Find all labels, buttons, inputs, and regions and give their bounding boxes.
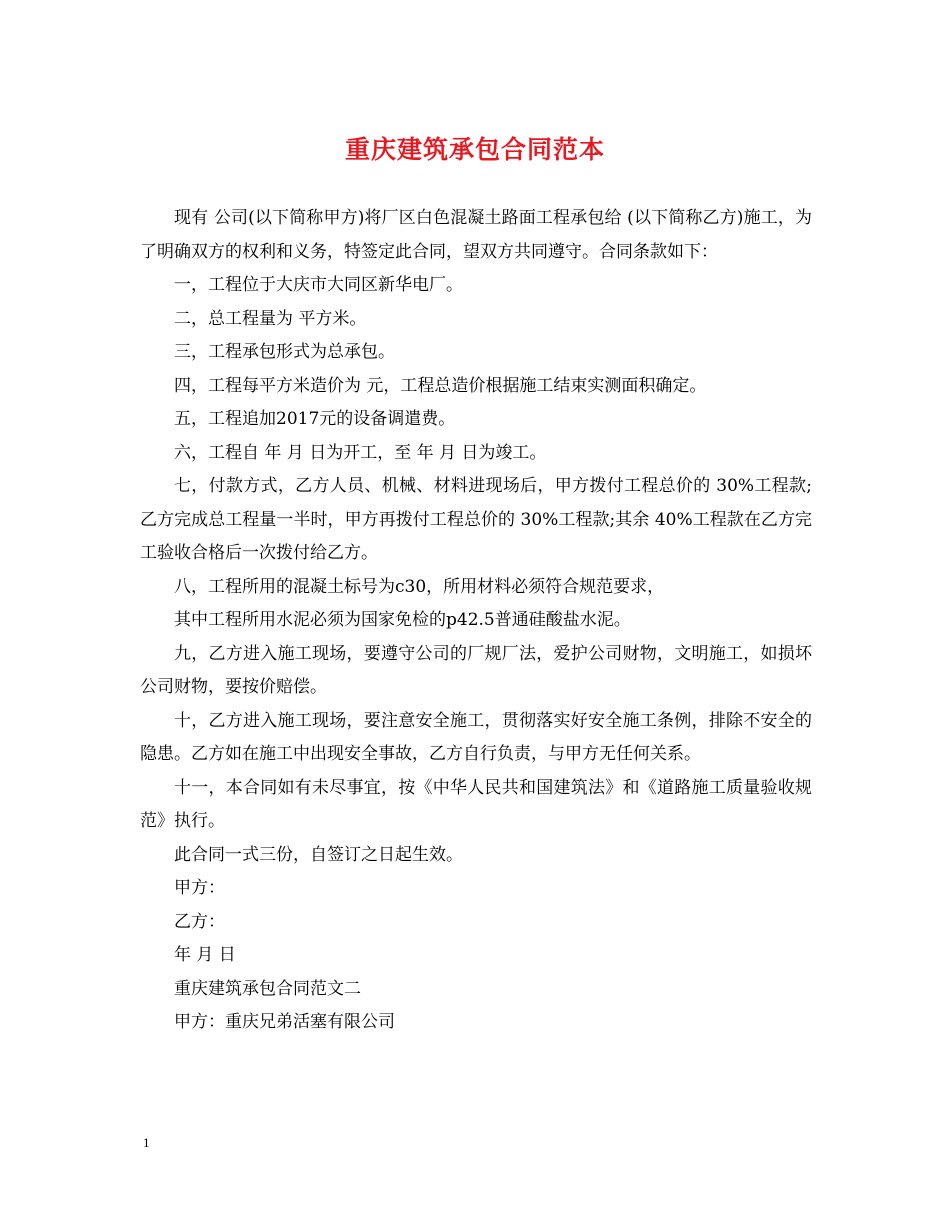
- clause-4: 四，工程每平方米造价为 元，工程总造价根据施工结束实测面积确定。: [174, 375, 707, 396]
- clause-1: 一，工程位于大庆市大同区新华电厂。: [174, 275, 463, 295]
- second-template-heading: 重庆建筑承包合同范文二: [174, 978, 361, 999]
- document-body: [140, 202, 812, 1040]
- clause-3: 三，工程承包形式为总承包。: [174, 342, 395, 362]
- paragraph-intro: 现有 公司(以下简称甲方)将厂区白色混凝土路面工程承包给 (以下简称乙方)施工，为了明确双方的权利和义务，特签定此合同，望双方共同遵守。合同条款如下：: [140, 208, 812, 262]
- clause-11: 十一，本合同如有未尽事宜，按《中华人民共和国建筑法》和《道路施工质量验收规范》执行。: [140, 777, 812, 831]
- clause-6: 六，工程自 年 月 日为开工，至 年 月 日为竣工。: [174, 442, 547, 463]
- clause-7: 七，付款方式，乙方人员、机械、材料进现场后，甲方拨付工程总价的 30%工程款;乙方完成总工程量一半时，甲方再拨付工程总价的 30%工程款;其余 40%工程款在乙方完工验收合格后一次拨付给乙方。: [140, 476, 812, 563]
- page-number: 1: [143, 1135, 150, 1150]
- clause-10: 十，乙方进入施工现场，要注意安全施工，贯彻落实好安全施工条例，排除不安全的隐患。乙方如在施工中出现安全事故，乙方自行负责，与甲方无任何关系。: [140, 710, 812, 764]
- effective-statement: 此合同一式三份，自签订之日起生效。: [174, 844, 463, 865]
- document-title: 重庆建筑承包合同范本: [344, 135, 605, 164]
- signing-date: 年 月 日: [174, 945, 236, 965]
- clause-8-continued: 其中工程所用水泥必须为国家免检的p42.5普通硅酸盐水泥。: [174, 610, 631, 630]
- clause-2: 二，总工程量为 平方米。: [174, 308, 367, 329]
- party-a-signature: 甲方：: [174, 878, 225, 898]
- clause-9: 九，乙方进入施工现场，要遵守公司的厂规厂法，爱护公司财物，文明施工，如损坏公司财物，要按价赔偿。: [140, 643, 812, 697]
- clause-8: 八，工程所用的混凝土标号为c30，所用材料必须符合规范要求，: [174, 576, 665, 597]
- second-template-party-a: 甲方：重庆兄弟活塞有限公司: [174, 1012, 395, 1032]
- clause-5: 五，工程追加2017元的设备调遣费。: [174, 409, 456, 429]
- party-b-signature: 乙方：: [174, 911, 225, 932]
